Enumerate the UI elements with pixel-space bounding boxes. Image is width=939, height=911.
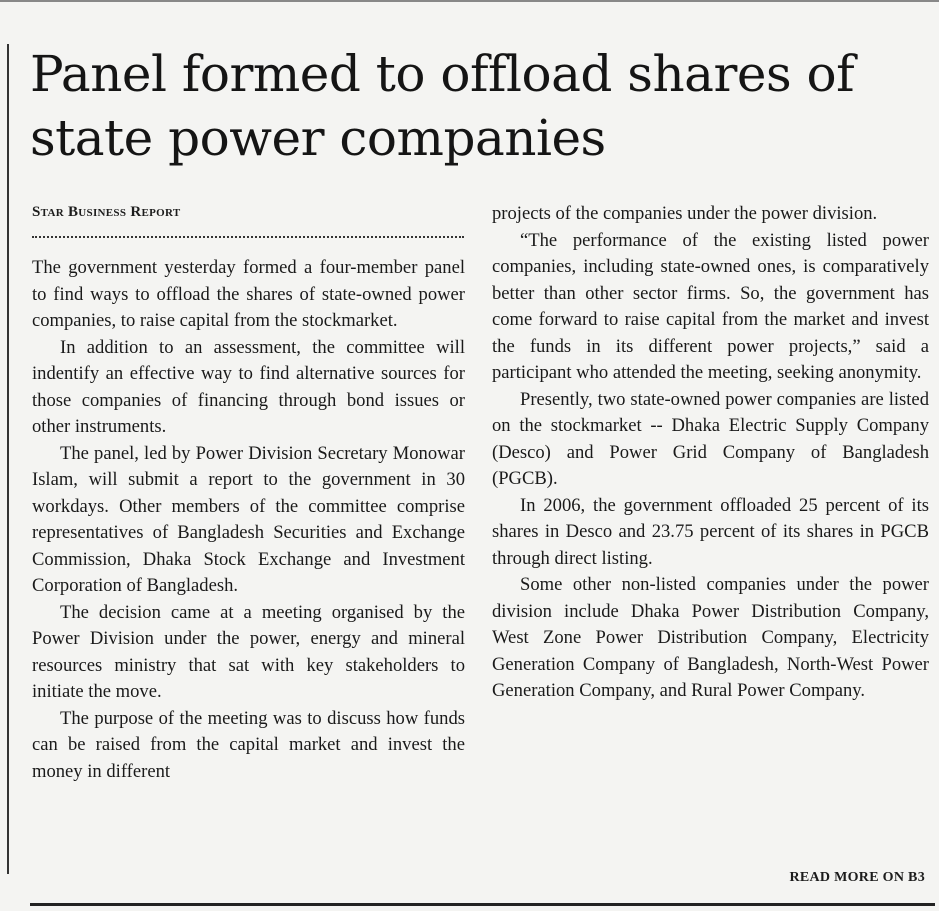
column-rule-left xyxy=(7,44,9,874)
top-rule xyxy=(0,0,939,2)
dotted-divider xyxy=(32,236,464,238)
headline: Panel formed to offload shares of state power companies xyxy=(30,45,855,167)
paragraph: In 2006, the government offloaded 25 percent of its shares in Desco and 23.75 percent of its shares in PGCB through direct listing. xyxy=(492,494,929,569)
paragraph: Some other non-listed companies under the power division include Dhaka Power Distribution Company, West Zone Power Distribution Company, Electricity Generation Company of Bangladesh, North-West Power Generation Company, and Rural Power Company. xyxy=(492,574,929,701)
paragraph: projects of the companies under the power division. xyxy=(492,203,878,224)
paragraph: The panel, led by Power Division Secretary Monowar Islam, will submit a report to the government in 30 workdays. Other members of the committee comprise representatives of Bangladesh Securities and Exchange Commission, Dhaka Stock Exchange and Investment Corporation of Bangladesh. xyxy=(32,442,465,596)
bottom-rule xyxy=(30,903,935,906)
paragraph: Presently, two state-owned power companies are listed on the stockmarket -- Dhaka Electric Supply Company (Desco) and Power Grid Company of Bangladesh (PGCB). xyxy=(492,388,929,489)
byline: Star Business Report xyxy=(32,204,181,220)
paragraph: “The performance of the existing listed power companies, including state-owned ones, is comparatively better than other sector firms. So, the government has come forward to raise capital from the market and invest the funds in its different power projects,” said a participant who attended the meeting, seeking anonymity. xyxy=(492,229,929,383)
paragraph: The purpose of the meeting was to discuss how funds can be raised from the capital market and invest the money in different xyxy=(32,707,465,782)
article-column-1 xyxy=(32,255,465,785)
article-column-2 xyxy=(492,201,929,705)
read-more-link[interactable]: READ MORE ON B3 xyxy=(789,870,925,885)
paragraph: The government yesterday formed a four-member panel to find ways to offload the shares of state-owned power companies, to raise capital from the stockmarket. xyxy=(32,257,465,331)
paragraph: In addition to an assessment, the committee will indentify an effective way to find alternative sources for those companies of financing through bond issues or other instruments. xyxy=(32,336,465,437)
paragraph: The decision came at a meeting organised by the Power Division under the power, energy and mineral resources ministry that sat with key stakeholders to initiate the move. xyxy=(32,601,465,702)
